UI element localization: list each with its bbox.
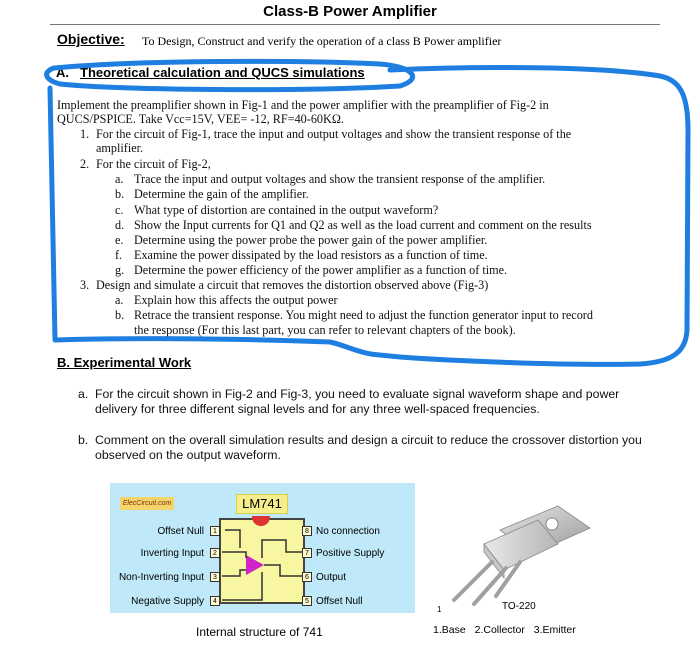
item-2c-text: What type of distortion are contained in the output waveform? [134, 203, 439, 217]
objective-text: To Design, Construct and verify the operation of a class B Power amplifier [142, 34, 502, 48]
item-2-text: For the circuit of Fig-2, [96, 157, 211, 171]
objective-label: Objective: [57, 31, 125, 47]
section-a-title: Theoretical calculation and QUCS simulations [80, 65, 365, 80]
pin-label-inverting-input: Inverting Input [140, 548, 204, 559]
item-2b-letter: b. [115, 187, 125, 201]
wire-pin7 [262, 540, 302, 558]
item-3a-letter: a. [115, 293, 124, 307]
item-2g-text: Determine the power efficiency of the power amplifier as a function of time. [134, 263, 508, 277]
pin-number-2: 2 [210, 548, 220, 558]
item-2d-letter: d. [115, 218, 125, 232]
section-a-intro-line1: Implement the preamplifier shown in Fig-1 and the power amplifier with the preamplifier of Fig-2 in [57, 98, 549, 112]
chip-name-label: LM741 [236, 494, 288, 514]
wire-offset [225, 530, 240, 548]
item-1-number: 1. [80, 127, 90, 141]
section-b-a-line2: delivery for three different signal levels and for any three well-spaced frequencies. [95, 402, 540, 416]
pin-label-output: Output [316, 572, 347, 583]
section-a-letter: A. [56, 65, 69, 80]
transistor-pin-legend [433, 624, 582, 636]
pin-number-5: 5 [302, 596, 312, 606]
pin-number-1: 1 [210, 526, 220, 536]
pin-number-3: 3 [210, 572, 220, 582]
item-2a-text: Trace the input and output voltages and show the transient response of the amplifier. [134, 172, 546, 186]
pin-base-label: 1.Base [433, 624, 466, 636]
page-title: Class-B Power Amplifier [263, 3, 437, 20]
section-b-a-letter: a. [78, 387, 89, 401]
item-3-number: 3. [80, 278, 90, 292]
item-2f-text: Examine the power dissipated by the load resistors as a function of time. [134, 248, 488, 262]
brand-logo: ElecCircuit.com [120, 497, 174, 510]
section-b-b-letter: b. [78, 433, 89, 447]
pin-number-7: 7 [302, 548, 312, 558]
pin-number-6: 6 [302, 572, 312, 582]
pin-collector-label: 2.Collector [474, 624, 525, 636]
pin-number-8: 8 [302, 526, 312, 536]
pin-label-offset-null-1: Offset Null [157, 526, 204, 537]
pin-label-positive-supply: Positive Supply [316, 548, 385, 559]
item-2e-letter: e. [115, 233, 124, 247]
item-3b-line1: Retrace the transient response. You might need to adjust the function generator input to record [134, 308, 593, 322]
lead-1-marker: 1 [437, 605, 442, 614]
item-3-text: Design and simulate a circuit that removes the distortion observed above (Fig-3) [96, 278, 489, 292]
wire-pin6 [264, 565, 302, 576]
to220-transistor-image [440, 500, 610, 610]
item-2a-letter: a. [115, 172, 124, 186]
item-2g-letter: g. [115, 263, 125, 277]
section-b-b-line2: observed on the output waveform. [95, 448, 281, 462]
section-a-intro-line2: QUCS/PSPICE. Take Vcc=15V, VEE= -12, RF=40-60KΩ. [57, 112, 344, 126]
wire-pin3 [222, 570, 246, 576]
item-1-line2: amplifier. [96, 141, 144, 155]
item-2f-letter: f. [115, 248, 123, 262]
item-2e-text: Determine using the power probe the power gain of the power amplifier. [134, 233, 488, 247]
pin-label-offset-null-5: Offset Null [316, 596, 363, 607]
item-3a-text: Explain how this affects the output power [134, 293, 338, 307]
item-2d-text: Show the Input currents for Q1 and Q2 as well as the load current and comment on the results [134, 218, 592, 232]
item-2-number: 2. [80, 157, 90, 171]
item-2c-letter: c. [115, 203, 124, 217]
mount-hole [546, 518, 558, 530]
section-b-b-line1: Comment on the overall simulation results and design a circuit to reduce the crossover distortion you [95, 433, 642, 447]
pin-emitter-label: 3.Emitter [533, 624, 576, 636]
figure-caption: Internal structure of 741 [196, 625, 323, 639]
pin-number-4: 4 [210, 596, 220, 606]
package-label: TO-220 [502, 601, 536, 612]
pin-label-negative-supply: Negative Supply [131, 596, 204, 607]
item-1-line1: For the circuit of Fig-1, trace the input and output voltages and show the transient response of the [96, 127, 572, 141]
section-b-a-line1: For the circuit shown in Fig-2 and Fig-3, you need to evaluate signal waveform shape and power [95, 387, 620, 401]
pin-label-no-connection: No connection [316, 526, 380, 537]
section-b-title: B. Experimental Work [57, 355, 192, 370]
pin-label-non-inverting-input: Non-Inverting Input [118, 572, 204, 583]
item-3b-letter: b. [115, 308, 125, 322]
wire-pin2 [222, 552, 246, 558]
item-2b-text: Determine the gain of the amplifier. [134, 187, 309, 201]
item-3b-line2: the response (For this last part, you can refer to relevant chapters of the book). [134, 323, 516, 337]
lead-1 [454, 562, 492, 600]
